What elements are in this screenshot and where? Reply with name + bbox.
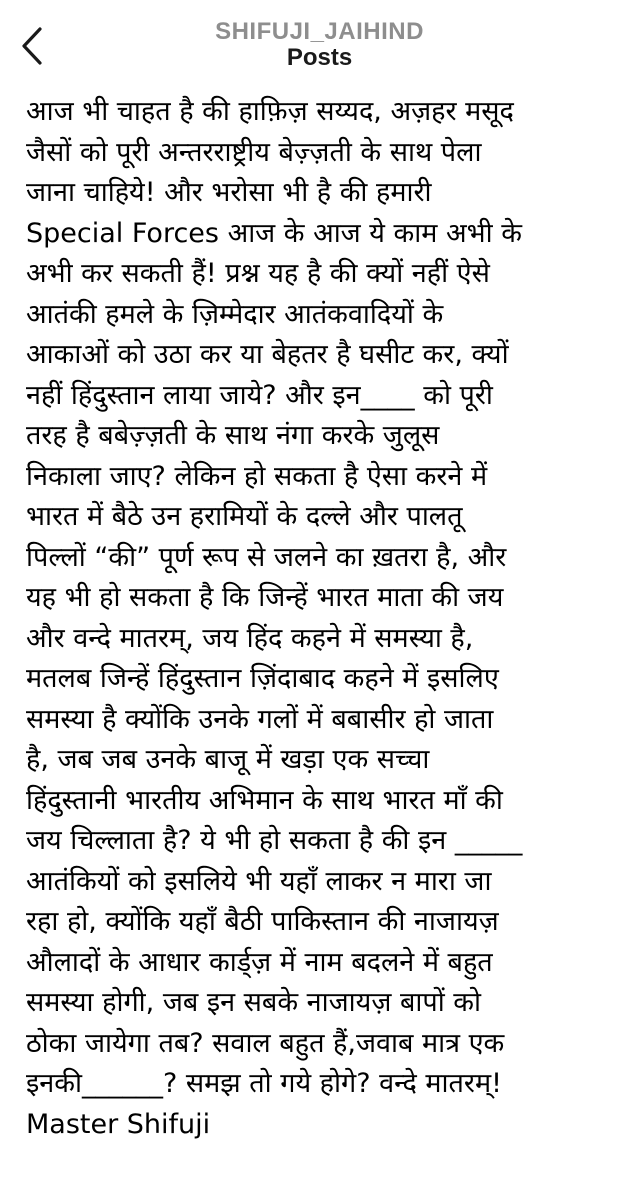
caption-line: औलादों के आधार कार्ड्ज़ में नाम बदलने में बहुत bbox=[26, 946, 493, 978]
caption-line: Special Forces आज के आज ये काम अभी के bbox=[26, 217, 522, 249]
top-navigation-bar bbox=[0, 0, 639, 92]
caption-line: जैसों को पूरी अन्तरराष्ट्रीय बेज़्ज़ती के साथ पेला bbox=[26, 136, 482, 168]
caption-line: समस्या होगी, जब इन सबके नाजायज़ बापों को bbox=[26, 987, 482, 1018]
caption-line: हिंदुस्तानी भारतीय अभिमान के साथ भारत माँ की bbox=[26, 784, 503, 816]
caption-line: इनकी______? समझ तो गये होगे? वन्दे मातरम्! bbox=[26, 1068, 502, 1099]
caption-line: यह भी हो सकता है कि जिन्हें भारत माता की जय bbox=[26, 582, 504, 613]
caption-line: भारत में बैठे उन हरामियों के दल्ले और पालतू bbox=[26, 501, 463, 532]
caption-line: आतंकियों को इसलिये भी यहाँ लाकर न मारा जा bbox=[26, 865, 492, 897]
page-title: Posts bbox=[286, 44, 353, 71]
caption-line: मतलब जिन्हें हिंदुस्तान ज़िंदाबाद कहने में इसलिए bbox=[26, 663, 499, 694]
profile-username[interactable]: SHIFUJI_JAIHIND bbox=[215, 18, 424, 45]
caption-line: नहीं हिंदुस्तान लाया जाये? और इन____ को पूरी bbox=[26, 379, 493, 411]
caption-line: आकाओं को उठा कर या बेहतर है घसीट कर, क्यों bbox=[26, 339, 509, 370]
caption-line: समस्या है क्योंकि उनके गलों में बबासीर हो जाता bbox=[26, 703, 494, 735]
caption-line: निकाला जाए? लेकिन हो सकता है ऐसा करने में bbox=[26, 460, 488, 492]
caption-line: आतंकी हमले के ज़िम्मेदार आतंकवादियों के bbox=[26, 298, 444, 330]
caption-line: आज भी चाहत है की हाफ़िज़ सय्यद, अज़हर मसूद bbox=[26, 96, 514, 127]
caption-line: ठोका जायेगा तब? सवाल बहुत हैं,जवाब मात्र एक bbox=[26, 1027, 505, 1059]
caption-signature: Master Shifuji bbox=[26, 1108, 211, 1140]
caption-line: पिल्लों “की” पूर्ण रूप से जलने का ख़तरा है, और bbox=[26, 541, 507, 573]
caption-line: अभी कर सकती हैं! प्रश्न यह है की क्यों नहीं ऐसे bbox=[26, 258, 490, 289]
post-caption bbox=[26, 92, 630, 1200]
caption-line: तरह है बबेज़्ज़ती के साथ नंगा करके जुलूस bbox=[26, 420, 440, 451]
caption-line: जाना चाहिये! और भरोसा भी है की हमारी bbox=[26, 177, 432, 208]
caption-line: है, जब जब उनके बाजू में खड़ा एक सच्चा bbox=[26, 744, 430, 775]
caption-line: और वन्दे मातरम्, जय हिंद कहने में समस्या है, bbox=[26, 622, 474, 654]
caption-line: रहा हो, क्योंकि यहाँ बैठी पाकिस्तान की नाजायज़ bbox=[26, 906, 499, 937]
caption-line: जय चिल्लाता है? ये भी हो सकता है की इन _____ bbox=[26, 825, 523, 856]
